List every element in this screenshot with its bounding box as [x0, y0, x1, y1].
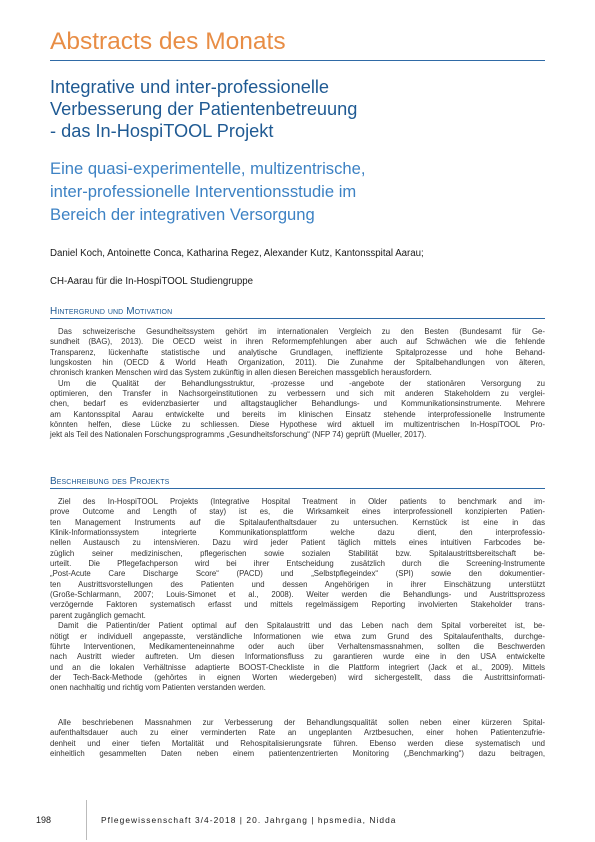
text-line: onen nachhaltig und richtig vom Patienten verstanden werden.	[50, 683, 266, 693]
section-divider	[50, 488, 545, 489]
section-divider	[50, 318, 545, 319]
text-line: nötigt er individuell angepasste, verständliche Informationen wie etwa zum Grund des Spitalaufenthalts, durchge-	[50, 631, 545, 641]
text-line: prove Outcome and Length of stay) ist es, die Wirksamkeit eines interprofessionell konzipierten Patien-	[50, 507, 545, 517]
text-line: ten Management Instruments auf die Spitalaufenthaltsdauer zu untersuchen. Kernstück ist eine in das	[50, 517, 545, 527]
paragraph-beschreibung-2	[50, 621, 545, 693]
page-number: 198	[36, 815, 52, 825]
text-line: züglich seiner medizinischen, pflegerischen sowie sozialen Stabilität bzw. Spitalaustrittsbereitschaft be-	[50, 548, 545, 558]
text-line: könnten helfen, diese Lücke zu schliessen. Diese Hypothese wird aktuell im multizentrischen In-HospiTOOL Pro-	[50, 420, 545, 430]
article-subtitle-line: Bereich der integrativen Versorgung	[50, 205, 315, 224]
text-line: einheitlich gesammelten Daten neben einem patientenzentrierten Monitoring („Benchmarking“) dazu beitragen,	[50, 749, 545, 759]
text-line: Ziel des In-HospiTOOL Projekts (Integrative Hospital Treatment in Older patients to benchmark and im-	[58, 497, 545, 506]
header-divider	[50, 60, 545, 61]
article-subtitle-line: inter-professionelle Interventionsstudie im	[50, 182, 357, 201]
footer-divider	[86, 800, 87, 840]
text-line: chen, bedarf es evidenzbasierter und alltagstauglicher Behandlungs- und Kommunikationsinstrumente. Mehrere	[50, 399, 545, 409]
paragraph-beschreibung-1	[50, 497, 545, 621]
text-line: nellen Austausch zu intensivieren. Dazu wird jeder Patient täglich mittels eines intuitiven Farbcodes be-	[50, 538, 545, 548]
text-line: optimieren, den Transfer in Nachsorgeinstitutionen zu verbessern und sich mit anderen Stakeholdern zu verglei-	[50, 389, 545, 399]
footer-publication: Pflegewissenschaft 3/4-2018 | 20. Jahrgang | hpsmedia, Nidda	[101, 815, 397, 825]
paragraph-beschreibung-3	[50, 718, 545, 759]
article-subtitle-line: Eine quasi-experimentelle, multizentrische,	[50, 159, 366, 178]
paragraph-hintergrund-2	[50, 379, 545, 441]
text-line: nach Austritt wieder auftreten. Um diesen Informationsfluss zu garantieren wurde eine in den USA entwickelte	[50, 652, 545, 662]
text-line: (Große-Schlarmann, 2007; Louis-Simonet et al., 2008). Weiter werden die Behandlungs- und Austrittsprozess	[50, 590, 545, 600]
section-heading-beschreibung: Beschreibung des Projekts	[50, 476, 170, 487]
text-line: Um die Qualität der Behandlungsstruktur, -prozesse und -angebote der stationären Versorgung zu	[58, 378, 545, 388]
text-line: jekt als Teil des Nationalen Forschungsprogramms „Gesundheitsforschung“ (NFP 74) geprüft (Mueller, 2017).	[50, 430, 427, 440]
article-title-line: Integrative und inter-professionelle	[50, 77, 330, 97]
text-line: und an die lokalen Verhältnisse adaptierte BOOST-Checkliste in die Plattform integriert (Jack et al., 2009). Mittels	[50, 662, 545, 672]
article-title-line: - das In-HospiTOOL Projekt	[50, 121, 274, 141]
text-line: sundheit (BAG), 2013). Die OECD weist in ihren Reformempfehlungen aber auch auf Schwächen wie die fehlende	[50, 337, 545, 347]
text-line: parent zugänglich gemacht.	[50, 610, 146, 620]
paragraph-hintergrund-1	[50, 327, 545, 379]
text-line: Alle beschriebenen Massnahmen zur Verbesserung der Behandlungsqualität sollen neben einer kürzeren Spital-	[58, 718, 545, 727]
text-line: der Tech-Back-Methode (gehörtes in eignen Worten wiedergeben) wird sichergestellt, dass die Austrittsinformati-	[50, 672, 545, 682]
text-line: führte Interventionen, Medikamenteneinnahme oder auch über Verhaltensmassnahmen, sollten die Beschwerden	[50, 641, 545, 651]
section-heading-hintergrund: Hintergrund und Motivation	[50, 306, 173, 317]
text-line: verzögernde Faktoren systematisch erfasst und mittels regelmässigem Reporting involvierten Stakeholder trans-	[50, 600, 545, 610]
text-line: Transparenz, lückenhafte statistische und analytische Grundlagen, ineffiziente Spitalprozesse und hohe Behand-	[50, 347, 545, 357]
text-line: denheit und einer tiefen Mortalität und Rehospitalisierungsrate führen. Ebenso werden diese systematisch und	[50, 738, 545, 748]
journal-section-title: Abstracts des Monats	[50, 28, 286, 55]
text-line: Klinik-Informationssystem integrierte Kommunikationsplattform welche dazu dient, den interprofessio-	[50, 528, 545, 538]
text-line: „Post-Acute Care Discharge Score“ (PACD) und „Selbstpflegeindex“ (SPI) sowie den dokumentier-	[50, 569, 545, 579]
article-subtitle	[50, 157, 550, 226]
text-line: Das schweizerische Gesundheitssystem gehört im internationalen Vergleich zu den Besten (Bundesamt für Ge-	[58, 327, 545, 336]
text-line: chronisch kranken Menschen wird das System zukünftig in allen diesen Bereichen massgeblich herausfordern.	[50, 368, 432, 378]
author-affiliation-line: CH-Aarau für die In-HospiTOOL Studiengruppe	[50, 276, 254, 287]
text-line: aufenthaltsdauer auch zu einer verminderten Rate an ungeplanten Arztbesuchen, einer hohen Patientenzufrie-	[50, 728, 545, 738]
text-line: Damit die Patientin/der Patient optimal auf den Spitalaustritt und das Leben nach dem Spital vorbereitet ist, be-	[58, 621, 545, 631]
article-title-line: Verbesserung der Patientenbetreuung	[50, 99, 358, 119]
text-line: ten Austrittsvorstellungen des Patienten und dessen Angehörigen in ihrer Einschätzung unterstützt	[50, 579, 545, 589]
author-line: Daniel Koch, Antoinette Conca, Katharina Regez, Alexander Kutz, Kantonsspital Aarau;	[50, 248, 424, 259]
author-block	[50, 240, 550, 296]
text-line: urteilt. Die Pflegefachperson wird bei ihrer Entscheidung zusätzlich durch die Screening-Instrumente	[50, 559, 545, 569]
text-line: lungskosten hin (OECD & World Heath Organization, 2011). Die Zunahme der Spitalbehandlungen von älteren,	[50, 358, 545, 368]
article-title	[50, 76, 550, 142]
text-line: am Kantonsspital Aarau entwickelte und bereits im klinischen Einsatz stehende interprofessionelle Instrumente	[50, 409, 545, 419]
